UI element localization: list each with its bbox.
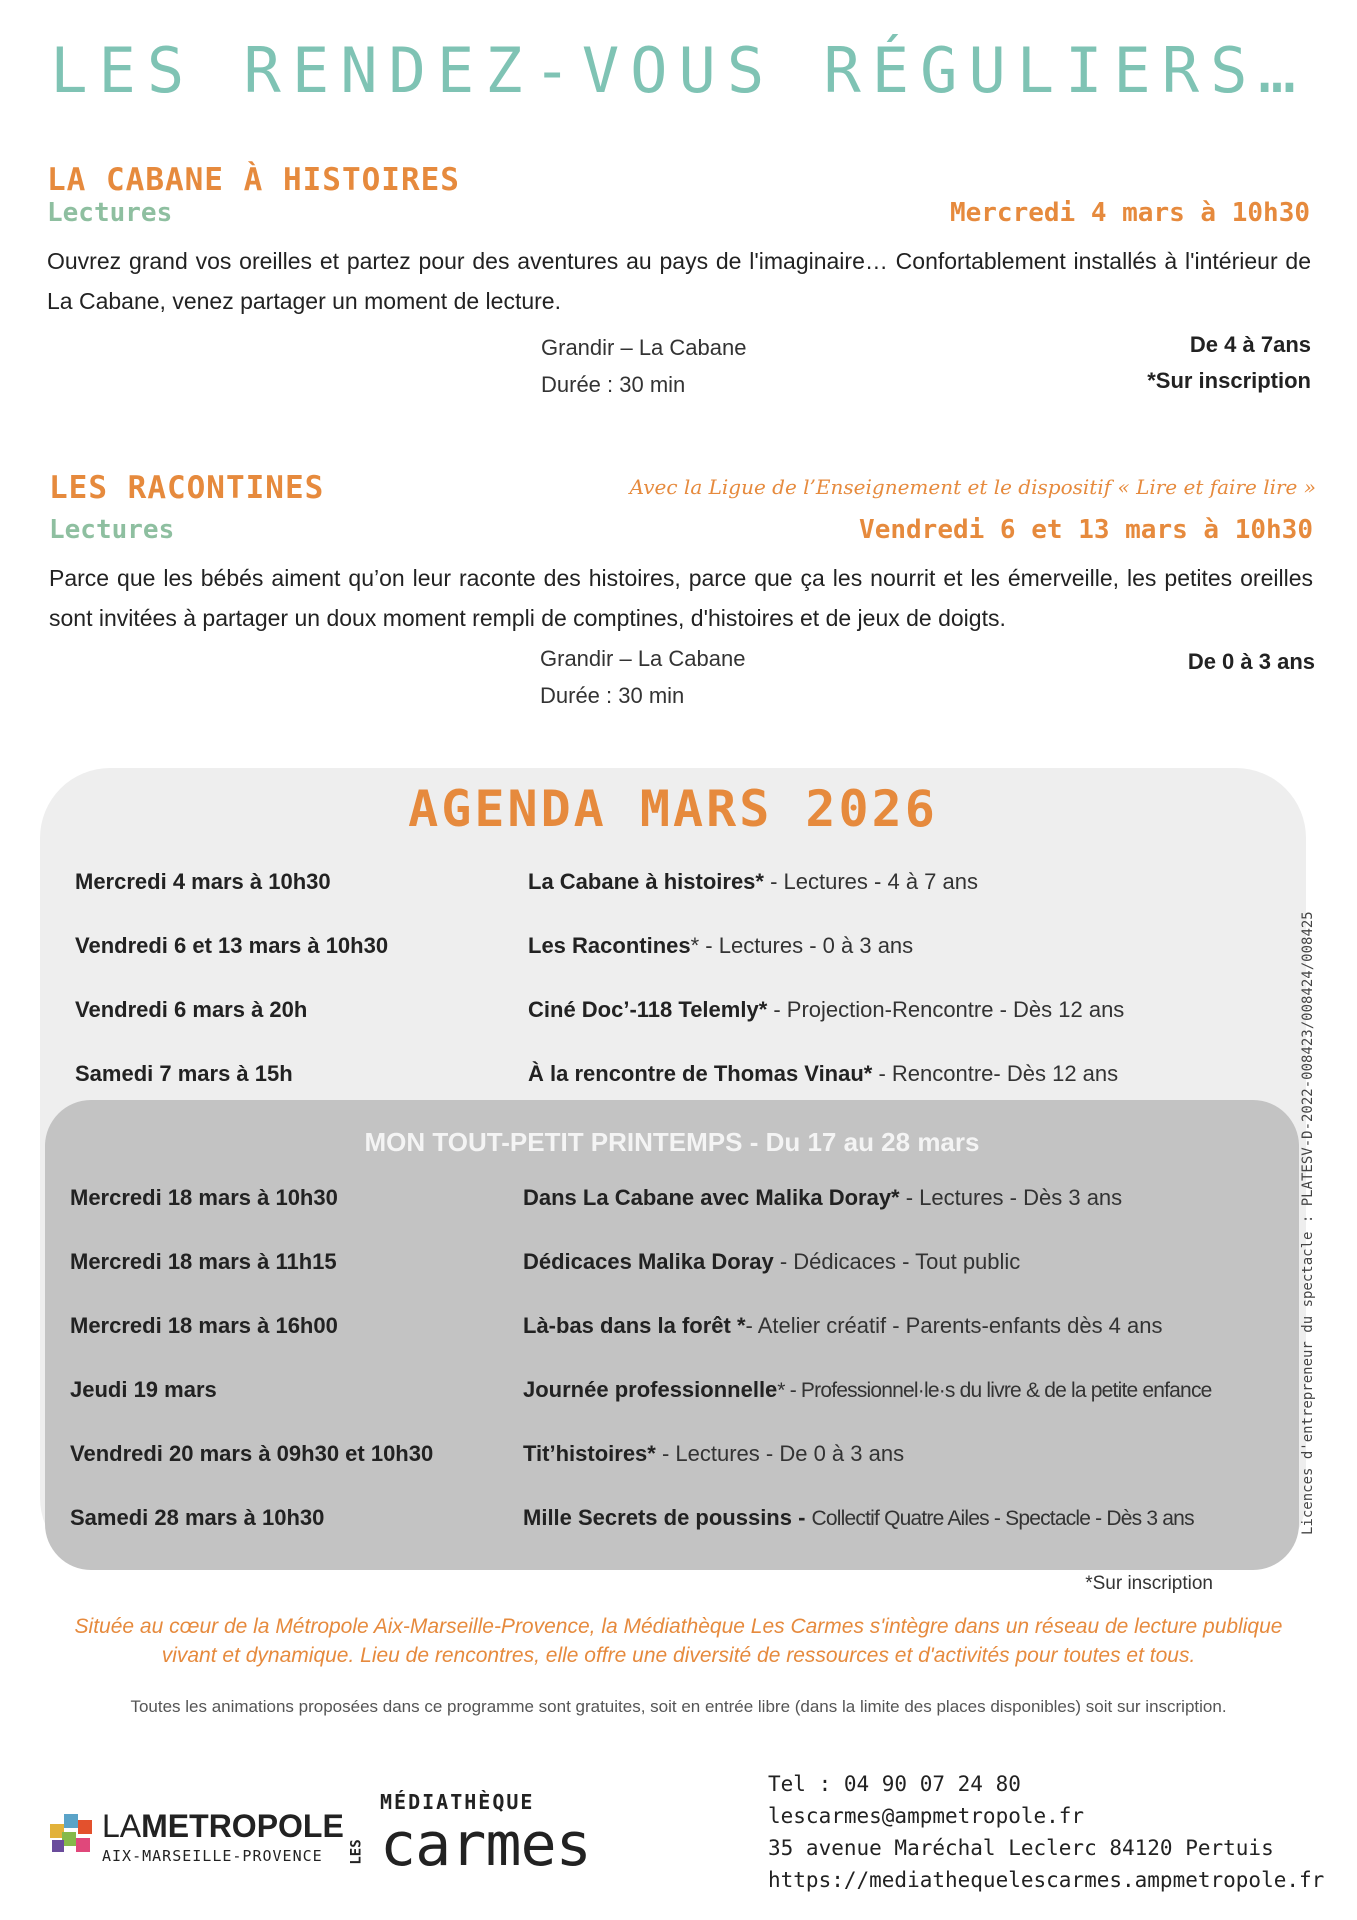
metropole-sub: AIX-MARSEILLE-PROVENCE [102, 1847, 323, 1865]
agenda-row [75, 997, 1275, 1031]
agenda-row-event-name: À la rencontre de Thomas Vinau* [528, 1061, 873, 1086]
section-racontines-title: LES RACONTINES [49, 470, 325, 506]
agenda-row-date: Vendredi 20 mars à 09h30 et 10h30 [70, 1441, 434, 1466]
agenda-row-event-detail: * - Professionnel·le·s du livre & de la petite enfance [777, 1379, 1212, 1402]
agenda-row [70, 1505, 1270, 1539]
agenda-row-event-name: Ciné Doc’-118 Telemly* [528, 997, 768, 1022]
metropole-name-text: METROPOLE [141, 1808, 344, 1844]
agenda-row [75, 933, 1275, 967]
agenda-row-event [528, 933, 913, 959]
agenda-row [75, 869, 1275, 903]
contact-website[interactable]: https://mediathequelescarmes.ampmetropole.fr [768, 1868, 1325, 1892]
section-cabane-description: Ouvrez grand vos oreilles et partez pour des aventures au pays de l'imaginaire… Confortablement installés à l'intérieur de La Cabane, venez partager un moment de lecture. [47, 248, 1311, 314]
agenda-row-date: Jeudi 19 mars [70, 1377, 217, 1402]
section-cabane-age: De 4 à 7ans [1189, 332, 1311, 357]
license-text: Licences d'entrepreneur du spectacle : PLATESV-D-2022-008423/008424/008425 [1300, 911, 1316, 1535]
agenda-row-date: Samedi 7 mars à 15h [75, 1061, 293, 1086]
agenda-row [70, 1377, 1270, 1411]
agenda-row-event-detail: Collectif Quatre Ailes - Spectacle - Dès 3 ans [811, 1507, 1194, 1530]
section-cabane-duration: Durée : 30 min [541, 372, 686, 397]
agenda-row-event-name: La Cabane à histoires* [528, 869, 764, 894]
agenda-row-event [523, 1249, 1020, 1275]
les-word: LES [348, 1839, 365, 1865]
metropole-logo [48, 1808, 348, 1868]
contact-block [768, 1768, 1328, 1896]
agenda-note: *Sur inscription [1085, 1573, 1213, 1594]
agenda-row-date: Mercredi 4 mars à 10h30 [75, 869, 331, 894]
agenda-row-event-name: Journée professionnelle [523, 1377, 778, 1402]
agenda-row-event [528, 869, 978, 895]
agenda-row-event [523, 1185, 1122, 1211]
agenda-row-date: Vendredi 6 mars à 20h [75, 997, 308, 1022]
section-cabane-date: Mercredi 4 mars à 10h30 [949, 198, 1310, 228]
agenda-row-event-name: Mille Secrets de poussins - [523, 1505, 812, 1530]
contact-address: 35 avenue Maréchal Leclerc 84120 Pertuis [768, 1836, 1274, 1860]
agenda-row [75, 1061, 1275, 1095]
section-racontines-duration: Durée : 30 min [540, 683, 685, 708]
agenda-row-date: Mercredi 18 mars à 11h15 [70, 1249, 337, 1274]
agenda-row-event-detail: - Atelier créatif - Parents-enfants dès 4 ans [745, 1313, 1163, 1338]
agenda-row-event-detail: - Projection-Rencontre - Dès 12 ans [767, 997, 1125, 1022]
agenda-row-event-detail: - Lectures - Dès 3 ans [899, 1185, 1123, 1210]
agenda-row [70, 1441, 1270, 1475]
free-notice: Toutes les animations proposées dans ce programme sont gratuites, soit en entrée libre (dans la limite des places disponibles) soit sur inscription. [130, 1697, 1227, 1716]
carmes-logo [350, 1782, 640, 1882]
agenda-row-date: Mercredi 18 mars à 16h00 [70, 1313, 338, 1338]
agenda-row-date: Vendredi 6 et 13 mars à 10h30 [75, 933, 389, 958]
agenda-row [70, 1185, 1270, 1219]
agenda-row-event-name: Tit’histoires* [523, 1441, 656, 1466]
section-racontines-place: Grandir – La Cabane [540, 646, 746, 671]
section-racontines-subtitle: Lectures [49, 515, 175, 545]
section-cabane-place: Grandir – La Cabane [541, 335, 747, 360]
agenda-row-event-detail: - Lectures - De 0 à 3 ans [655, 1441, 905, 1466]
agenda-row-event-name: Dédicaces Malika Doray [523, 1249, 774, 1274]
agenda-row-event-name: Les Racontines [528, 933, 691, 958]
agenda-row-event-detail: * - Lectures - 0 à 3 ans [690, 933, 914, 958]
metropole-la: LA [102, 1808, 142, 1844]
page-title: LES RENDEZ-VOUS RÉGULIERS… [50, 34, 1307, 107]
section-cabane-subtitle: Lectures [47, 198, 173, 228]
agenda-title: AGENDA MARS 2026 [408, 780, 938, 838]
agenda-row-event-name: Dans La Cabane avec Malika Doray* [523, 1185, 900, 1210]
agenda-row-event [523, 1441, 904, 1467]
section-racontines-date: Vendredi 6 et 13 mars à 10h30 [859, 515, 1313, 545]
section-cabane-title: LA CABANE À HISTOIRES [47, 162, 460, 198]
carmes-word: carmes [380, 1810, 591, 1880]
agenda-row-event [528, 997, 1124, 1023]
agenda-row-event [528, 1061, 1118, 1087]
mediatheque-word: MÉDIATHÈQUE [380, 1790, 535, 1814]
section-racontines-description: Parce que les bébés aiment qu’on leur raconte des histoires, parce que ça les nourrit et les émerveille, les petites oreilles sont invitées à partager un doux moment rempli de comptines, d'histoires et de jeux de doigts. [49, 565, 1313, 631]
agenda-row-event-name: Là-bas dans la forêt * [523, 1313, 746, 1338]
metropole-mark-icon [48, 1810, 94, 1856]
section-cabane-inscription: *Sur inscription [1147, 368, 1311, 393]
agenda-row-event-detail: - Lectures - 4 à 7 ans [763, 869, 978, 894]
agenda-row-date: Mercredi 18 mars à 10h30 [70, 1185, 338, 1210]
spring-title: MON TOUT-PETIT PRINTEMPS - Du 17 au 28 mars [364, 1127, 980, 1157]
contact-tel[interactable]: Tel : 04 90 07 24 80 [768, 1772, 1021, 1796]
agenda-row-event [523, 1377, 1212, 1403]
agenda-row [70, 1313, 1270, 1347]
metropole-name [102, 1808, 344, 1845]
contact-email[interactable]: lescarmes@ampmetropole.fr [768, 1804, 1085, 1828]
agenda-row-event-detail: - Dédicaces - Tout public [773, 1249, 1021, 1274]
agenda-row-date: Samedi 28 mars à 10h30 [70, 1505, 325, 1530]
agenda-row [70, 1249, 1270, 1283]
agenda-row-event-detail: - Rencontre- Dès 12 ans [872, 1061, 1119, 1086]
section-racontines-age: De 0 à 3 ans [1187, 649, 1315, 674]
agenda-row-event [523, 1313, 1163, 1339]
agenda-row-event [523, 1505, 1194, 1531]
about-text: Située au cœur de la Métropole Aix-Marseille-Provence, la Médiathèque Les Carmes s'intègre dans un réseau de lecture publique vivant et dynamique. Lieu de rencontres, elle offre une diversité de ressources et d'activités pour toutes et tous. [74, 1615, 1283, 1667]
section-racontines-partner: Avec la Ligue de l’Enseignement et le dispositif « Lire et faire lire » [629, 475, 1316, 499]
